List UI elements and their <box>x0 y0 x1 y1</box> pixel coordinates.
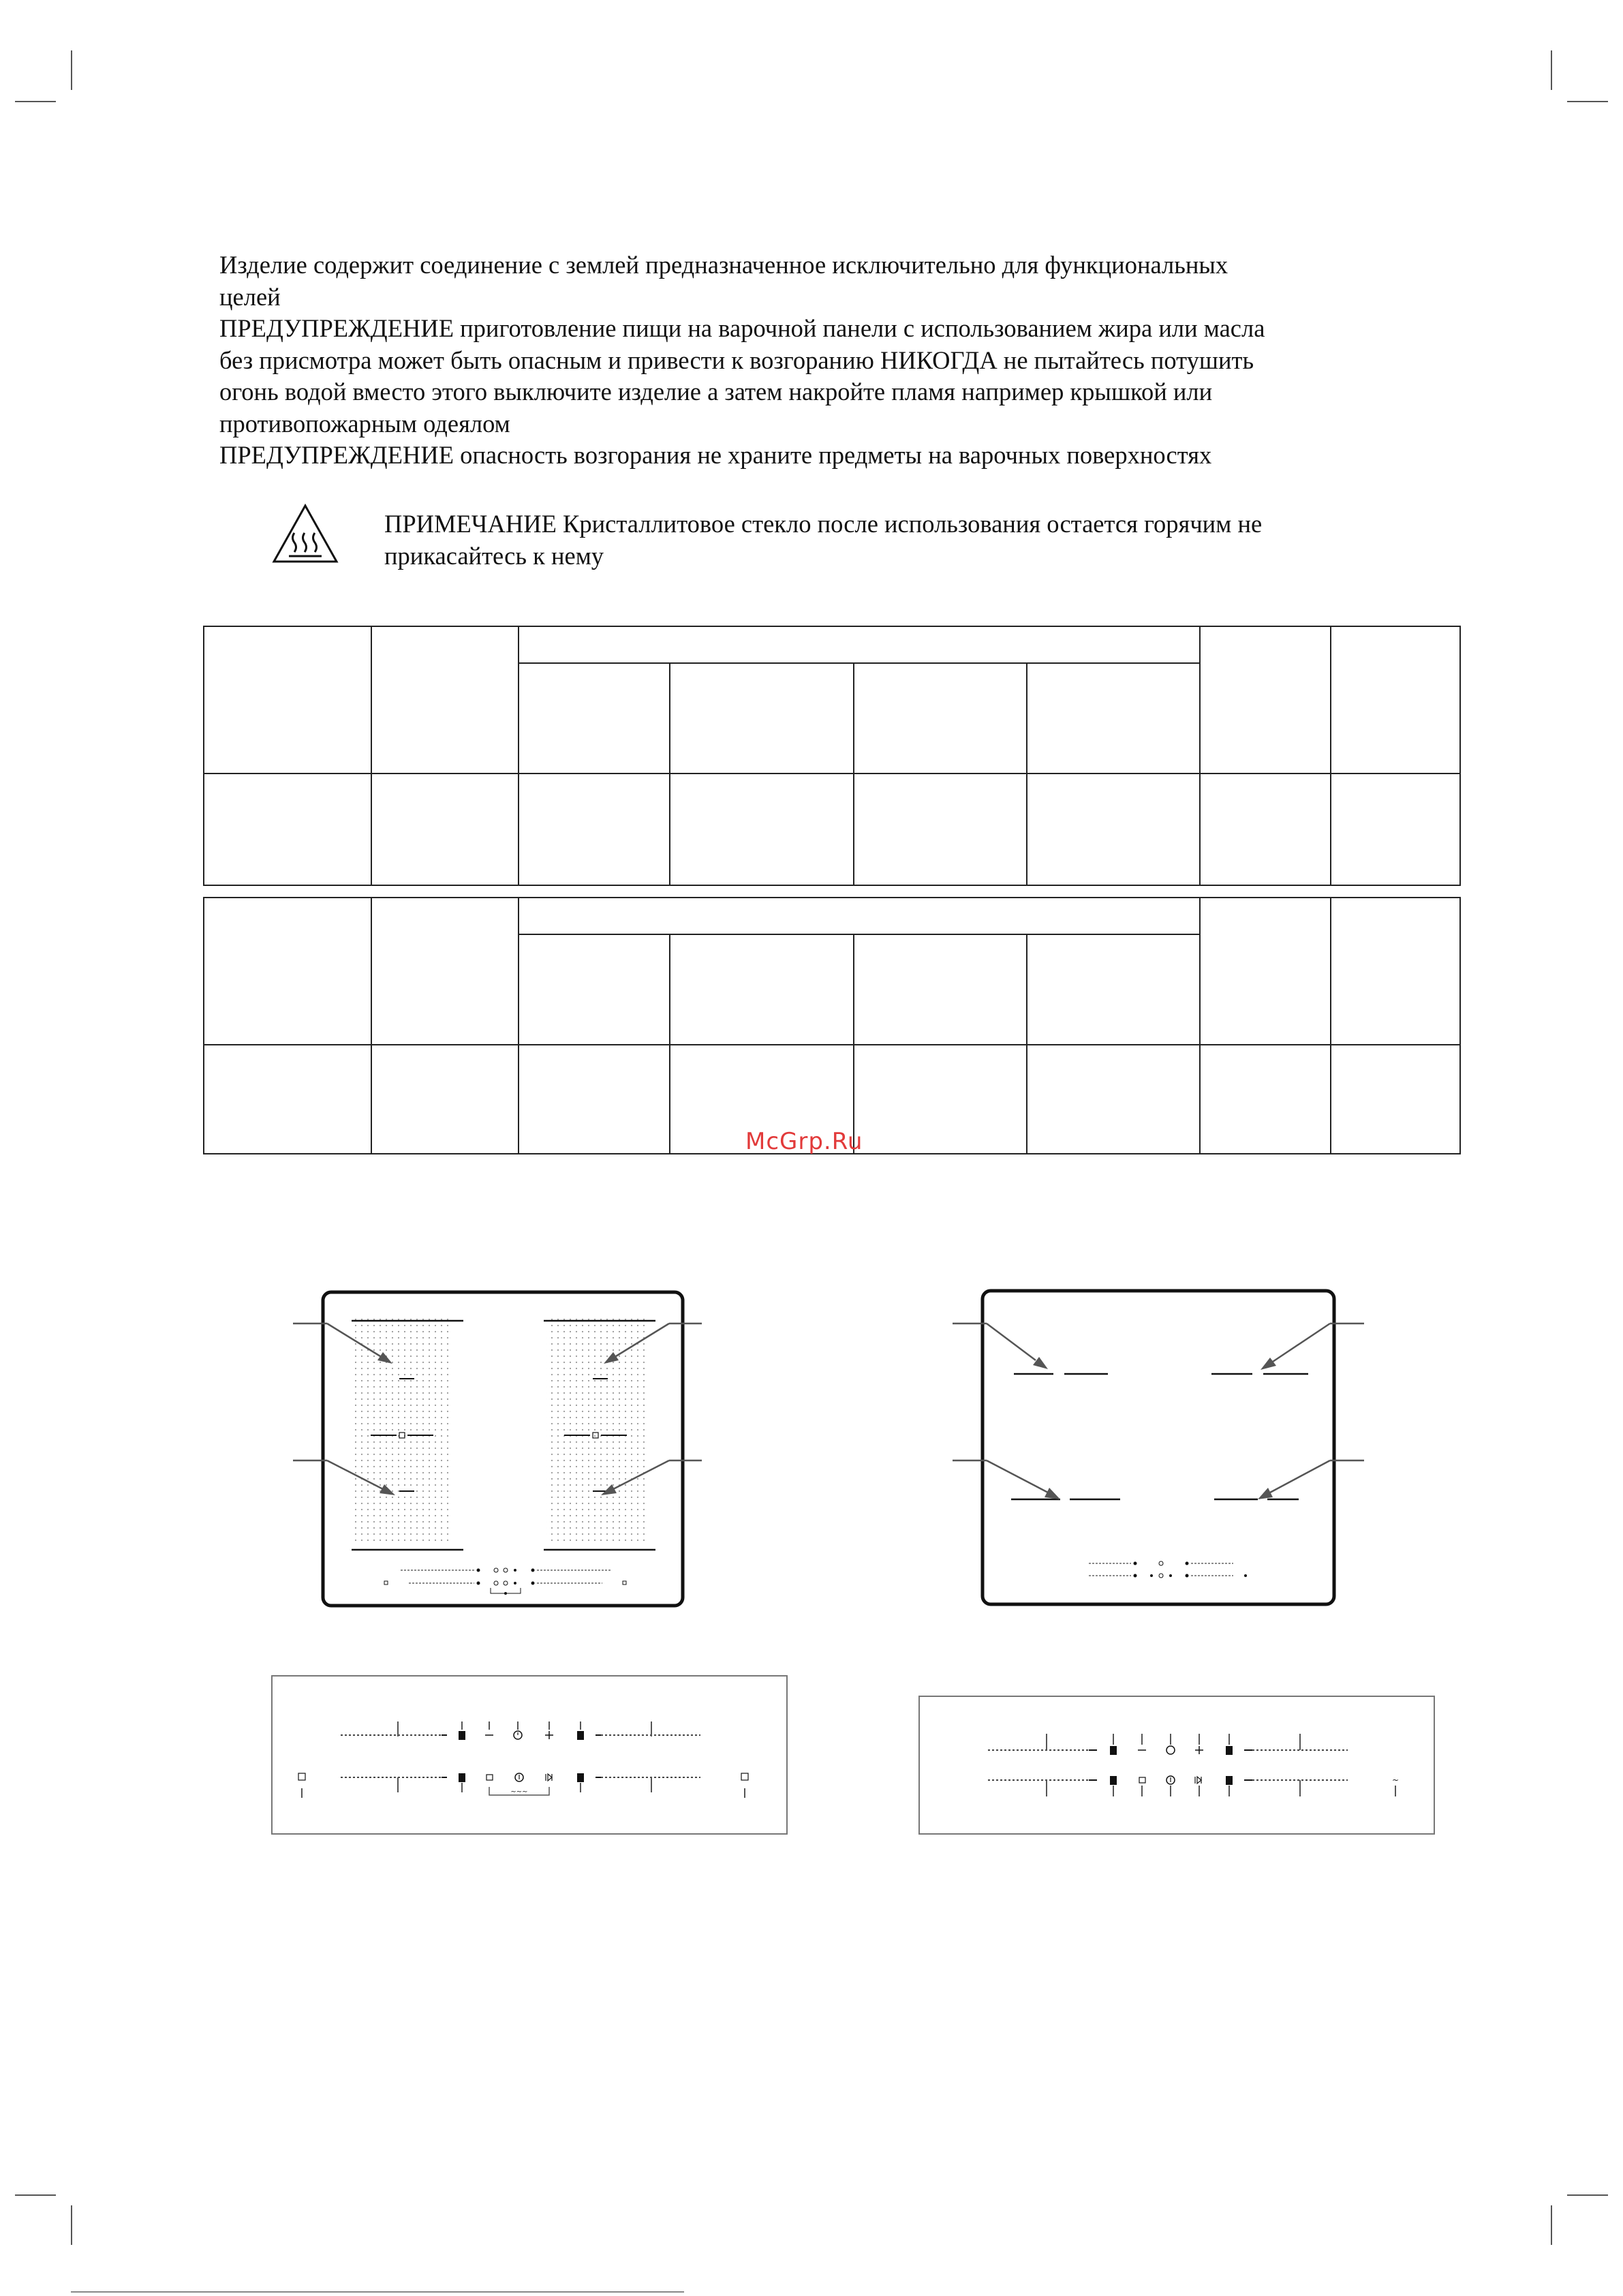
table-header-cell <box>854 663 1027 774</box>
crop-mark <box>15 101 56 102</box>
table-cell <box>1331 898 1460 1045</box>
svg-text:~~~: ~~~ <box>510 1788 528 1796</box>
crop-mark <box>1551 50 1552 90</box>
table-cell <box>371 626 519 774</box>
table-cell <box>204 626 371 774</box>
safety-text <box>219 249 1391 472</box>
control-panel-right <box>918 1696 1435 1835</box>
table-header-cell <box>519 663 670 774</box>
spec-table-1 <box>203 626 1461 886</box>
crop-mark <box>1551 2205 1552 2245</box>
cooktop-diagram-right <box>953 1280 1364 1607</box>
table-cell <box>371 898 519 1045</box>
bottom-rule <box>71 2291 684 2293</box>
table-header-cell <box>519 934 670 1045</box>
crop-mark <box>71 50 72 90</box>
table-header-cell <box>854 934 1027 1045</box>
crop-mark <box>1567 101 1608 102</box>
crop-mark <box>71 2205 72 2245</box>
table-header-cell <box>1027 663 1200 774</box>
control-panel-left <box>271 1675 788 1835</box>
hot-surface-warning-icon <box>271 503 339 564</box>
crop-mark <box>1567 2194 1608 2196</box>
table-cell <box>1200 626 1331 774</box>
table-header-cell <box>1027 934 1200 1045</box>
paragraph-grounding: Изделие содержит соединение с землей предназначенное исключительно для функциональных целей <box>219 251 1228 311</box>
paragraph-fire-warning: ПРЕДУПРЕЖДЕНИЕ приготовление пищи на варочной панели с использованием жира или масла без присмотра может быть опасным и привести к возгоранию НИКОГДА не пытайтесь потушить огонь водой вместо этого выключите изделие а затем накройте пламя например крышкой или противопожарным одеялом <box>219 314 1265 438</box>
spec-table-2 <box>203 897 1461 1154</box>
watermark: McGrp.Ru <box>745 1128 863 1155</box>
table-cell <box>204 898 371 1045</box>
table-header-group <box>519 626 1200 663</box>
paragraph-storage-warning: ПРЕДУПРЕЖДЕНИЕ опасность возгорания не храните предметы на варочных поверхностях <box>219 441 1212 469</box>
svg-text:~: ~ <box>1391 1775 1400 1785</box>
table-cell <box>1200 898 1331 1045</box>
table-header-group <box>519 898 1200 934</box>
table-cell <box>1331 626 1460 774</box>
table-row <box>204 774 1460 885</box>
table-header-cell <box>670 934 854 1045</box>
cooktop-diagram-left <box>293 1281 702 1608</box>
note-text: ПРИМЕЧАНИЕ Кристаллитовое стекло после использования остается горячим не прикасайтесь к нему <box>384 510 1263 570</box>
crop-mark <box>15 2194 56 2196</box>
table-header-cell <box>670 663 854 774</box>
